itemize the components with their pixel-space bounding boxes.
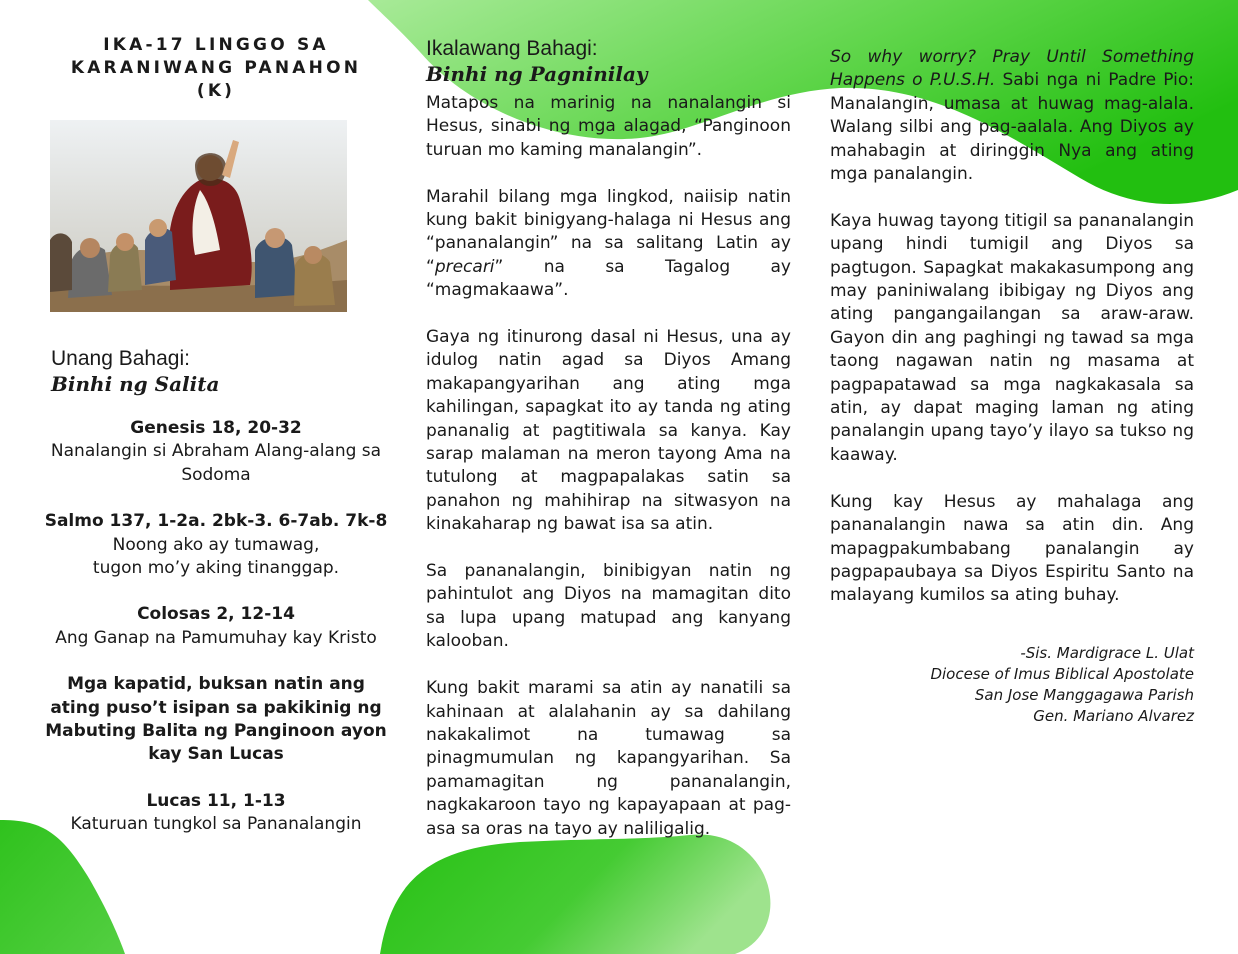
part-one-name: Binhi ng Salita [51,372,220,396]
column-reflection-continued [830,46,1194,727]
part-one-label: Unang Bahagi: [51,347,190,370]
reading-desc: Ang Ganap na Pamumuhay kay Kristo [55,627,377,648]
reading-gospel [40,790,392,837]
reflection-paragraph: Sa pananalangin, binibigyan natin ng pahintulot ang Diyos na mamagitan dito sa lupa upang matupad ang kanyang kalooban. [426,561,791,652]
reading-desc: Nanalangin si Abraham Alang-alang sa Sodoma [50,441,382,485]
reading-ref: Genesis 18, 20-32 [130,418,302,438]
reading-psalm [40,510,392,580]
column-readings [40,34,392,837]
reading-ref: Colosas 2, 12-14 [137,604,295,625]
reading-first [40,417,392,487]
reading-second [40,603,392,650]
reflection-paragraph: Gaya ng itinurong dasal ni Hesus, una ay idulog natin agad sa Diyos Amang makapangyarihan ang ating mga kahilingan, sapagkat ito ay tanda ng ating pananalig at pagtitiwala sa kanya. Kay sarap malaman na meron tayong Ama na tutulong at magpapalakas satin sa panahon ng mahihirap na sitwasyon na kinakaharap ng bawat isa sa atin. [426,327,791,535]
reflection-paragraph: Kung bakit marami sa atin ay nanatili sa kahinaan at alalahanin ay sa dahilang nakakalimot na tumawag sa pinagmumulan ng kapangyarihan. Sa pamamagitan ng pananalangin, nagkakaroon tayo ng kapayapaan at pag-asa sa oras na tayo ay naliligalig. [426,678,791,839]
part-two-name: Binhi ng Pagninilay [426,62,648,86]
reading-desc: Katuruan tungkol sa Pananalangin [70,814,362,835]
bottom-left-wave [0,820,125,954]
reflection-paragraph: Matapos na marinig na nanalangin si Hesus, sinabi ng mga alagad, “Panginoon turuan mo kaming manalangin”. [426,93,791,160]
reflection-paragraph: Kung kay Hesus ay mahalaga ang pananalangin nawa sa atin din. Ang mapagpakumbabang panalangin ay pagpapaubaya sa Diyos Espiritu Santo na malayang kumilos sa ating buhay. [830,491,1194,606]
bottom-wave [380,834,770,954]
author-signature: -Sis. Mardigrace L. Ulat Diocese of Imus Biblical Apostolate San Jose Manggagawa Parish Gen. Mariano Alvarez [930,643,1194,725]
reading-desc: Noong ako ay tumawag, [112,534,320,555]
part-two-label: Ikalawang Bahagi: [426,37,598,60]
reflection-paragraph: Marahil bilang mga lingkod, naiisip natin kung bakit binigyang-halaga ni Hesus ang “pananalangin” na sa salitang Latin ay “precari” na sa Tagalog ay “magmakaawa”. [426,186,791,301]
reading-ref: Salmo 137, 1-2a. 2bk-3. 6-7ab. 7k-8 [44,511,388,532]
reading-desc: tugon mo’y aking tinanggap. [92,558,340,579]
jesus-sermon-painting-icon [50,120,347,312]
column-reflection [426,36,791,841]
gospel-exhortation: Mga kapatid, buksan natin ang ating puso’t isipan sa pakikinig ng Mabuting Balita ng Panginoon ayon kay San Lucas [45,674,387,765]
sunday-title: IKA-17 LINGGO SA KARANIWANG PANAHON (K) [70,35,362,101]
reflection-paragraph: So why worry? Pray Until Something Happens o P.U.S.H. Sabi nga ni Padre Pio: Manalangin, umasa at huwag mag-alala. Walang silbi ang pag-aalala. Ang Diyos ay mahabagin at diringgin Nya ang ating mga panalangin. [830,47,1195,185]
reflection-paragraph: Kaya huwag tayong titigil sa pananalangin upang hindi tumigil ang Diyos sa pagtugon. Sapagkat makakasumpong ang may paniniwalang ibibigay ng Diyos ang ating pangangailangan sa araw-araw. Gayon din ang paghingi ng tawad sa mga taong nagawan natin ng masama at pagpapatawad sa mga nagkakasala sa atin, ay dapat maging laman ng ating panalangin upang tayo’y ilayo sa tukso ng kaaway. [830,210,1194,465]
reading-ref: Lucas 11, 1-13 [146,790,286,811]
